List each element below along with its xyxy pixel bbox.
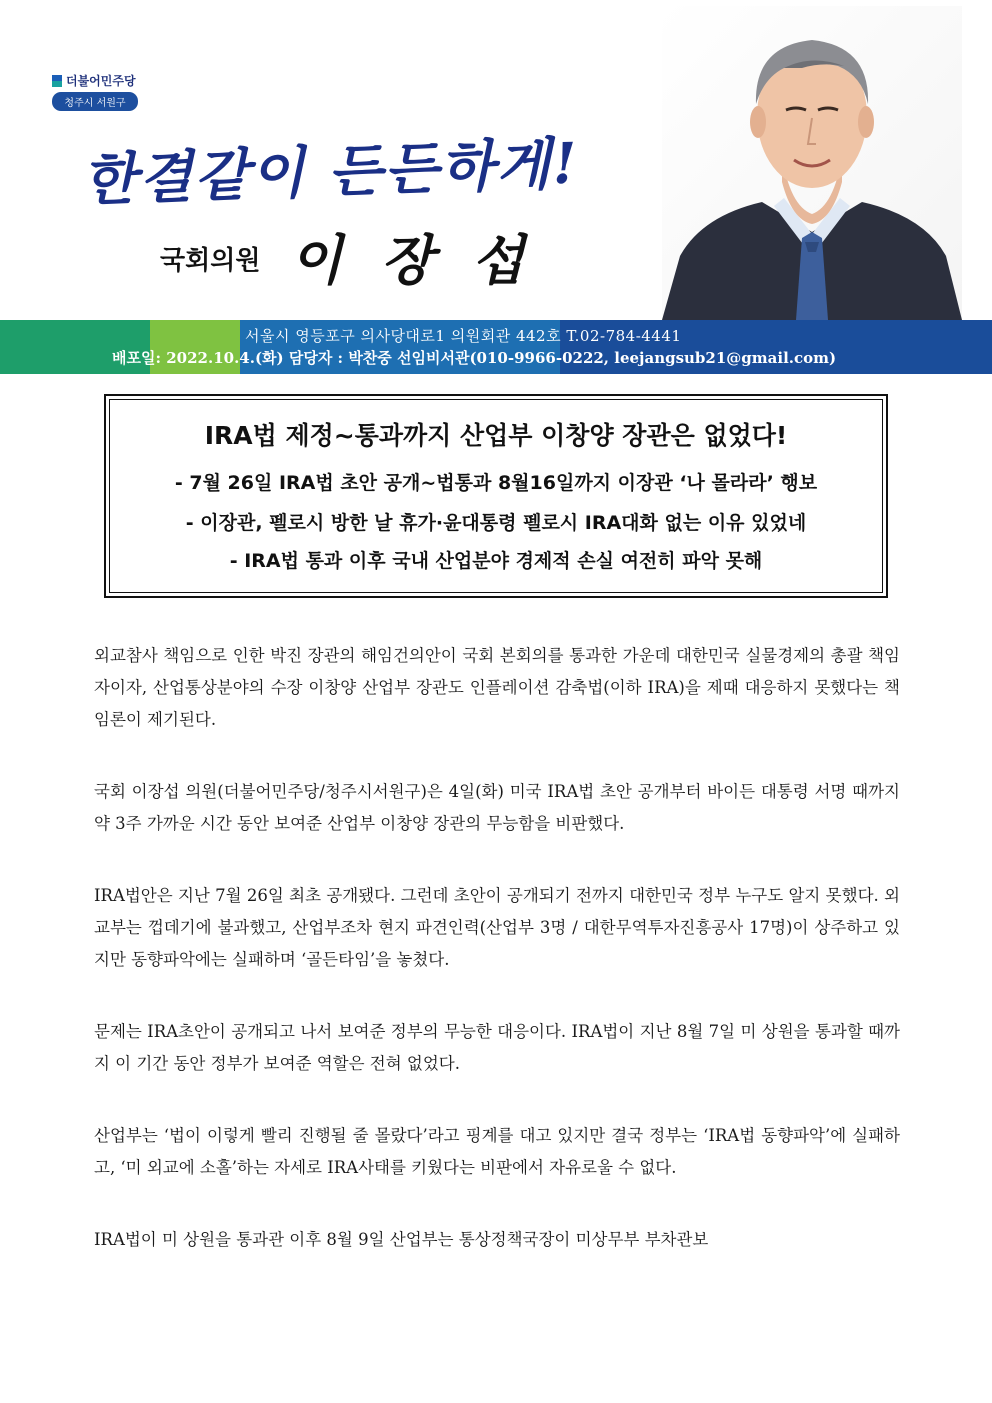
slogan: 한결같이 든든하게!: [81, 130, 580, 214]
name-label: 이 장 섭: [290, 228, 535, 292]
headline-sub-3: - IRA법 통과 이후 국내 산업분야 경제적 손실 여전히 파악 못해: [229, 550, 763, 572]
headline-sub-1: - 7월 26일 IRA법 초안 공개~법통과 8월16일까지 이장관 ‘나 몰라라’ 행보: [174, 472, 818, 494]
letterhead: [0, 0, 992, 320]
article-body: [94, 640, 900, 1296]
headline-sub-2: - 이장관, 펠로시 방한 날 휴가·윤대통령 펠로시 IRA대화 없는 이유 있었네: [185, 512, 807, 534]
party-name: [52, 72, 144, 89]
paragraph-4: 문제는 IRA초안이 공개되고 나서 보여준 정부의 무능한 대응이다. IRA법이 지난 8월 7일 미 상원을 통과할 때까지 이 기간 동안 정부가 보여준 역할은 전혀 없었다.: [94, 1022, 900, 1073]
headline-main: IRA법 제정~통과까지 산업부 이창양 장관은 없었다!: [204, 421, 788, 450]
paragraph-5: 산업부는 ‘법이 이렇게 빨리 진행될 줄 몰랐다’라고 핑계를 대고 있지만 결국 정부는 ‘IRA법 동향파악’에 실패하고, ‘미 외교에 소홀’하는 자세로 IRA사태를 키웠다는 비판에서 자유로울 수 없다.: [94, 1126, 900, 1177]
headline-box: [104, 394, 888, 598]
paragraph-6: IRA법이 미 상원을 통과관 이후 8월 9일 산업부는 통상정책국장이 미상무부 부차관보: [94, 1230, 709, 1249]
portrait-photo: [662, 6, 962, 320]
party-logo: [52, 72, 144, 111]
paragraph-3: IRA법안은 지난 7월 26일 최초 공개됐다. 그런데 초안이 공개되기 전까지 대한민국 정부 누구도 알지 못했다. 외교부는 껍데기에 불과했고, 산업부조차 현지 파견인력(산업부 3명 / 대한무역투자진흥공사 17명)이 상주하고 있지만 동향파악에는 실패하며 ‘골든타임’을 놓쳤다.: [94, 886, 900, 969]
party-name-text: 더불어민주당: [66, 74, 136, 88]
title-label: 국회의원: [160, 246, 261, 276]
address-line: 서울시 영등포구 의사당대로1 의원회관 442호 T.02-784-4441: [245, 327, 682, 345]
paragraph-1: 외교참사 책임으로 인한 박진 장관의 해임건의안이 국회 본회의를 통과한 가운데 대한민국 실물경제의 총괄 책임자이자, 산업통상분야의 수장 이창양 산업부 장관도 인플레이션 감축법(이하 IRA)을 제때 대응하지 못했다는 책임론이 제기된다.: [94, 646, 900, 729]
party-district: 청주시 서원구: [52, 92, 138, 111]
contact-line: 배포일: 2022.10.4.(화) 담당자 : 박찬중 선임비서관(010-9966-0222, leejangsub21@gmail.com): [112, 349, 837, 367]
contact-band: [0, 320, 992, 374]
paragraph-2: 국회 이장섭 의원(더불어민주당/청주시서원구)은 4일(화) 미국 IRA법 초안 공개부터 바이든 대통령 서명 때까지 약 3주 가까운 시간 동안 보여준 산업부 이창양 장관의 무능함을 비판했다.: [94, 782, 900, 833]
party-mark-icon: [52, 75, 62, 87]
